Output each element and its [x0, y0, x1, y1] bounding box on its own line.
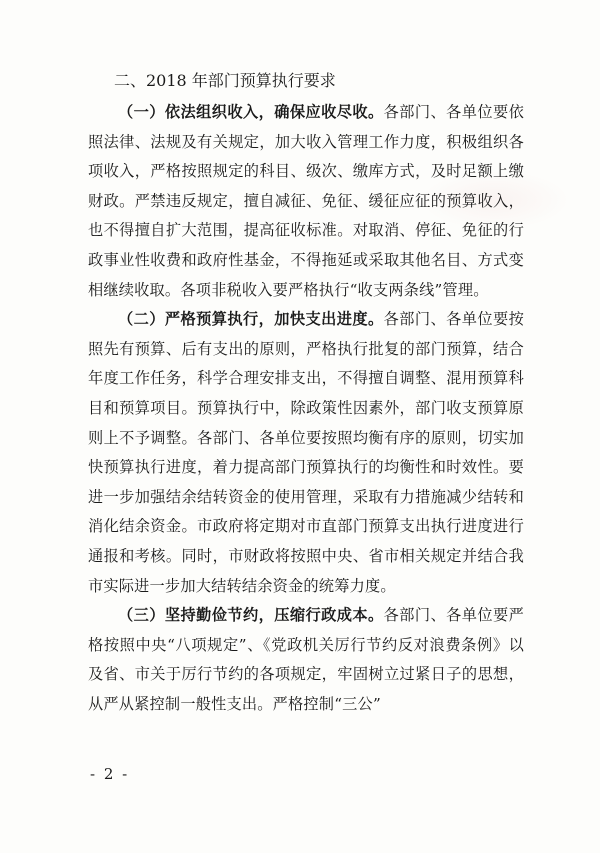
paragraph-2: [88, 305, 524, 601]
paragraph-3-body: 各部门、各单位要严格按照中央“八项规定”、《党政机关厉行节约反对浪费条例》以及省、市关于厉行节约的各项规定，牢固树立过紧日子的思想，从严从紧控制一般性支出。严格控制“三公”: [88, 606, 524, 713]
paragraph-3: [88, 601, 524, 719]
paragraph-3-lead: （三）坚持勤俭节约，压缩行政成本。: [118, 606, 384, 625]
paragraph-1-body: 各部门、各单位要依照法律、法规及有关规定，加大收入管理工作力度，积极组织各项收入，严格按照规定的科目、级次、缴库方式，及时足额上缴财政。严禁违反规定，擅自减征、免征、缓征应征的预算收入，也不得擅自扩大范围，提高征收标准。对取消、停征、免征的行政事业性收费和政府性基金，不得拖延或采取其他名目、方式变相继续收取。各项非税收入要严格执行“收支两条线”管理。: [88, 103, 524, 299]
document-body: [88, 70, 524, 719]
paragraph-2-lead: （二）严格预算执行，加快支出进度。: [118, 310, 384, 329]
paragraph-1: [88, 98, 524, 305]
paragraph-2-body: 各部门、各单位要按照先有预算、后有支出的原则，严格执行批复的部门预算，结合年度工作任务，科学合理安排支出，不得擅自调整、混用预算科目和预算项目。预算执行中，除政策性因素外，部门收支预算原则上不予调整。各部门、各单位要按照均衡有序的原则，切实加快预算执行进度，着力提高部门预算执行的均衡性和时效性。要进一步加强结余结转资金的使用管理，采取有力措施减少结转和消化结余资金。市政府将定期对市直部门预算支出执行进度进行通报和考核。同时，市财政将按照中央、省市相关规定并结合我市实际进一步加大结转结余资金的统筹力度。: [88, 310, 524, 595]
page-number: - 2 -: [90, 765, 130, 783]
paragraph-1-lead: （一）依法组织收入，确保应收尽收。: [118, 103, 384, 121]
section-heading: 二、2018 年部门预算执行要求: [114, 71, 336, 90]
